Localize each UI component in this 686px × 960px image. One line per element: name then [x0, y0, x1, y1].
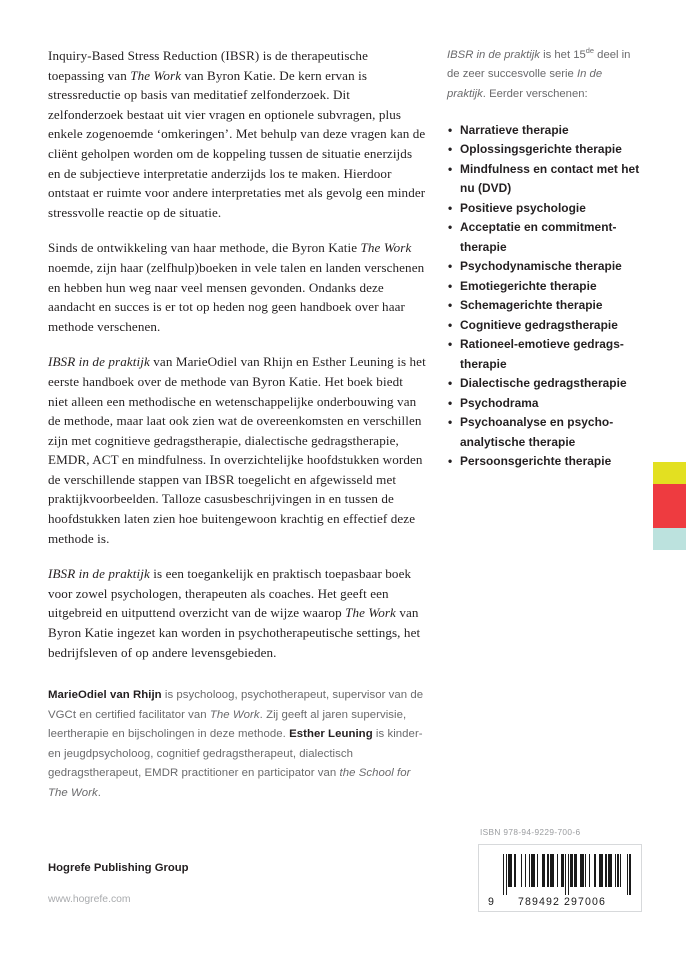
series-list-item: [447, 316, 642, 336]
color-swatch-stack: [653, 462, 686, 550]
series-list-item-label: Rationeel-emotieve gedrags-therapie: [460, 337, 624, 371]
bullet-icon: •: [448, 142, 453, 157]
blurb-paragraph: IBSR in de praktijk is een toegankelijk en praktisch toepasbaar boek voor zowel psychologen, therapeuten als coaches. Het geeft een uitgebreid en uitputtend overzicht van de wijze waarop The Work van Byron Katie ingezet kan worden in psychotherapeutische settings, het bedrijfsleven of op andere levensgebieden.: [48, 566, 421, 660]
author-bio: MarieOdiel van Rhijn is psycholoog, psychotherapeut, supervisor van de VGCt en certified facilitator van The Work. Zij geeft al jaren supervisie, leertherapie en bijscholingen in deze methode. Esther Leuning is kinder- en jeugdpsycholoog, cognitief gedragstherapeut, dialectisch gedragstherapeut, EMDR practitioner en participator van the School for The Work.: [48, 689, 424, 799]
bullet-icon: •: [448, 122, 453, 137]
series-list-item: [447, 394, 642, 414]
series-list-item-label: Oplossingsgerichte therapie: [460, 142, 622, 157]
isbn-label: ISBN 978-94-9229-700-6: [480, 827, 581, 837]
series-list-item: [447, 140, 642, 160]
series-list-item: [447, 335, 642, 374]
series-list-item: [447, 296, 642, 316]
series-list-item: [447, 413, 642, 452]
series-list-item-label: Psychoanalyse en psycho-analytische therapie: [460, 415, 614, 449]
series-list-item-label: Persoonsgerichte therapie: [460, 454, 612, 469]
body-paragraphs: [48, 46, 426, 662]
bullet-icon: •: [448, 220, 453, 235]
series-list-item: [447, 277, 642, 297]
series-list-item-label: Acceptatie en commitment-therapie: [460, 220, 617, 254]
series-list-item-label: Cognitieve gedragstherapie: [460, 317, 618, 332]
bullet-icon: •: [448, 376, 453, 391]
barcode-lead-digit: 9: [488, 896, 494, 908]
series-list-item: [447, 160, 642, 199]
series-list-item: [447, 374, 642, 394]
series-list-item-label: Schemagerichte therapie: [460, 298, 603, 313]
series-list-item-label: Narratieve therapie: [460, 122, 569, 137]
series-list-item: [447, 257, 642, 277]
bullet-icon: •: [448, 415, 453, 430]
swatch-yellow: [653, 462, 686, 484]
bullet-icon: •: [448, 337, 453, 352]
blurb-paragraph: Sinds de ontwikkeling van haar methode, die Byron Katie The Work noemde, zijn haar (zelfhulp)boeken in vele talen en landen verschenen en hebben hun weg naar veel mensen gevonden. Ondanks deze aandacht en succes is er tot op heden nog geen handboek over haar methode verschenen.: [48, 240, 425, 334]
barcode-block: [478, 827, 642, 912]
swatch-red: [653, 484, 686, 528]
barcode-bars: [503, 854, 631, 895]
bullet-icon: •: [448, 200, 453, 215]
series-list-item: [447, 452, 642, 472]
bullet-icon: •: [448, 395, 453, 410]
series-list-item-label: Positieve psychologie: [460, 200, 586, 215]
series-column: [447, 46, 642, 472]
series-intro-text: IBSR in de praktijk is het 15de deel in de zeer succesvolle serie In de praktijk. Eerder verschenen:: [447, 46, 631, 100]
publisher-block: [48, 860, 348, 908]
series-list-item: [447, 121, 642, 141]
series-list-item-label: Psychodrama: [460, 395, 539, 410]
series-list-item-label: Psychodynamische therapie: [460, 259, 622, 274]
bullet-icon: •: [448, 259, 453, 274]
bullet-icon: •: [448, 317, 453, 332]
barcode-box: [478, 844, 642, 912]
series-list-item-label: Emotiegerichte therapie: [460, 278, 597, 293]
swatch-mint: [653, 528, 686, 550]
publisher-url[interactable]: www.hogrefe.com: [48, 894, 131, 906]
blurb-paragraph: Inquiry-Based Stress Reduction (IBSR) is de therapeutische toepassing van The Work van Byron Katie. De kern ervan is stressreductie op basis van meditatief zelfonderzoek. Dit zelfonderzoek bestaat uit vier vragen en optionele subvragen, plus enkele zogenoemde ‘omkeringen’. Met behulp van deze vragen kan de cliënt geholpen worden om de koppeling tussen de situatie enerzijds en de subjectieve interpretatie anderzijds los te maken. Hierdoor ontstaat er ruimte voor andere interpretaties met als gevolg een minder stressvolle reactie op de situatie.: [48, 48, 426, 220]
bullet-icon: •: [448, 454, 453, 469]
bullet-icon: •: [448, 278, 453, 293]
blurb-paragraph: IBSR in de praktijk van MarieOdiel van Rhijn en Esther Leuning is het eerste handboek over de methode van Byron Katie. Het boek biedt niet alleen een methodische en wetenschappelijke onderbouwing van de methode, maar laat ook zien wat de overeenkomsten en verschillen zijn met cognitieve gedragstherapie, dialectische gedragstherapie, EMDR, ACT en mindfulness. In overzichtelijke hoofdstukken worden de verschillende stappen van IBSR toegelicht en afgewisseld met praktijkvoorbeelden. Talloze casusbeschrijvingen in en tussen de hoofdstukken laten zien hoe buitengewoon krachtig en effectief deze methode is.: [48, 354, 426, 546]
bullet-icon: •: [448, 161, 453, 176]
series-list-item: [447, 199, 642, 219]
publisher-name: Hogrefe Publishing Group: [48, 862, 189, 875]
series-list-item: [447, 218, 642, 257]
series-list-item-label: Mindfulness en contact met het nu (DVD): [460, 161, 640, 196]
series-title-list: [447, 121, 642, 472]
bullet-icon: •: [448, 298, 453, 313]
series-list-item-label: Dialectische gedragstherapie: [460, 376, 627, 391]
barcode-digits: [479, 896, 641, 908]
barcode-main-digits: 789492 297006: [518, 896, 606, 908]
blurb-column: [48, 46, 426, 803]
